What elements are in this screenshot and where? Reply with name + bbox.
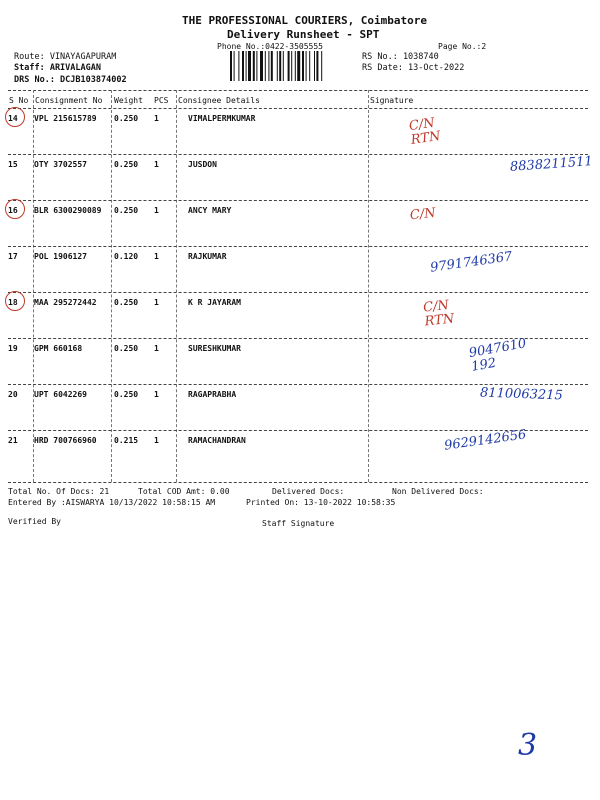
row-consignee: VIMALPERMKUMAR bbox=[188, 114, 256, 123]
row-consignment: BLR 6300290089 bbox=[34, 206, 102, 215]
row-sno: 19 bbox=[8, 344, 18, 353]
row-pcs: 1 bbox=[154, 160, 159, 169]
row-consignment: UPT 6042269 bbox=[34, 390, 87, 399]
col-signature: Signature bbox=[370, 96, 414, 105]
non-delivered-docs: Non Delivered Docs: bbox=[392, 487, 484, 496]
runsheet-title: Delivery Runsheet - SPT bbox=[227, 28, 380, 41]
row-separator bbox=[8, 338, 588, 339]
row-pcs: 1 bbox=[154, 390, 159, 399]
handwritten-note: 9629142656 bbox=[443, 427, 528, 454]
red-circle-mark bbox=[5, 107, 25, 127]
row-sno: 20 bbox=[8, 390, 18, 399]
handwritten-note: 8838211511 bbox=[509, 154, 594, 175]
row-weight: 0.250 bbox=[114, 390, 139, 399]
printed-on: Printed On: 13-10-2022 10:58:35 bbox=[246, 498, 396, 507]
col-pcs: PCS bbox=[154, 96, 169, 105]
row-consignee: RAJKUMAR bbox=[188, 252, 227, 261]
row-sno: 14 bbox=[8, 114, 18, 123]
row-consignment: MAA 295272442 bbox=[34, 298, 97, 307]
verified-by: Verified By bbox=[8, 517, 61, 526]
header-bottom-rule bbox=[8, 108, 588, 109]
row-pcs: 1 bbox=[154, 298, 159, 307]
table-bottom-rule bbox=[8, 482, 588, 483]
row-weight: 0.250 bbox=[114, 344, 139, 353]
row-separator bbox=[8, 154, 588, 155]
row-consignee: K R JAYARAM bbox=[188, 298, 241, 307]
row-consignee: RAGAPRABHA bbox=[188, 390, 237, 399]
handwritten-note: C/N RTN bbox=[408, 115, 442, 148]
handwritten-note: C/N RTN bbox=[422, 297, 455, 330]
row-sno: 21 bbox=[8, 436, 18, 445]
row-consignment: VPL 215615789 bbox=[34, 114, 97, 123]
row-pcs: 1 bbox=[154, 344, 159, 353]
header-top-rule bbox=[8, 90, 588, 91]
col-weight: Weight bbox=[114, 96, 143, 105]
row-consignment: POL 1906127 bbox=[34, 252, 87, 261]
row-sno: 17 bbox=[8, 252, 18, 261]
handwritten-note: 9047610 192 bbox=[467, 336, 528, 375]
row-sno: 18 bbox=[8, 298, 18, 307]
row-consignee: JUSDON bbox=[188, 160, 217, 169]
handwritten-note: C/N bbox=[409, 205, 437, 224]
col-sno: S No bbox=[9, 96, 29, 105]
row-separator bbox=[8, 200, 588, 201]
drs-number: DRS No.: DCJB103874002 bbox=[14, 75, 127, 85]
col-consignee: Consignee Details bbox=[178, 96, 260, 105]
barcode bbox=[230, 51, 354, 81]
page-number: Page No.:2 bbox=[438, 42, 487, 51]
row-sno: 16 bbox=[8, 206, 18, 215]
row-weight: 0.250 bbox=[114, 160, 139, 169]
total-cod: Total COD Amt: 0.00 bbox=[138, 487, 230, 496]
row-weight: 0.250 bbox=[114, 114, 139, 123]
entered-by: Entered By :AISWARYA 10/13/2022 10:58:15 AM bbox=[8, 498, 216, 507]
row-weight: 0.250 bbox=[114, 298, 139, 307]
red-circle-mark bbox=[5, 199, 25, 219]
row-pcs: 1 bbox=[154, 252, 159, 261]
delivered-docs: Delivered Docs: bbox=[272, 487, 345, 496]
row-consignment: OTY 3702557 bbox=[34, 160, 87, 169]
row-consignee: SURESHKUMAR bbox=[188, 344, 241, 353]
handwritten-note: 8110063215 bbox=[479, 385, 563, 404]
row-separator bbox=[8, 246, 588, 247]
row-pcs: 1 bbox=[154, 206, 159, 215]
row-separator bbox=[8, 292, 588, 293]
row-weight: 0.120 bbox=[114, 252, 139, 261]
row-consignee: ANCY MARY bbox=[188, 206, 232, 215]
route-label: Route: VINAYAGAPURAM bbox=[14, 52, 117, 62]
phone-number: Phone No.:0422-3505555 bbox=[217, 42, 323, 51]
rs-number: RS No.: 1038740 bbox=[362, 52, 439, 62]
total-docs: Total No. Of Docs: 21 bbox=[8, 487, 110, 496]
col-consignment: Consignment No bbox=[35, 96, 103, 105]
row-separator bbox=[8, 384, 588, 385]
row-weight: 0.215 bbox=[114, 436, 139, 445]
row-pcs: 1 bbox=[154, 114, 159, 123]
row-sno: 15 bbox=[8, 160, 18, 169]
company-name: THE PROFESSIONAL COURIERS, Coimbatore bbox=[182, 14, 428, 27]
red-circle-mark bbox=[5, 291, 25, 311]
row-consignee: RAMACHANDRAN bbox=[188, 436, 246, 445]
rs-date: RS Date: 13-Oct-2022 bbox=[362, 63, 465, 73]
row-consignment: HRD 700766960 bbox=[34, 436, 97, 445]
staff-label: Staff: ARIVALAGAN bbox=[14, 63, 101, 73]
row-pcs: 1 bbox=[154, 436, 159, 445]
page-mark: 3 bbox=[518, 728, 538, 763]
row-consignment: GPM 660168 bbox=[34, 344, 83, 353]
row-weight: 0.250 bbox=[114, 206, 139, 215]
handwritten-note: 9791746367 bbox=[429, 249, 514, 276]
staff-signature: Staff Signature bbox=[262, 519, 335, 528]
